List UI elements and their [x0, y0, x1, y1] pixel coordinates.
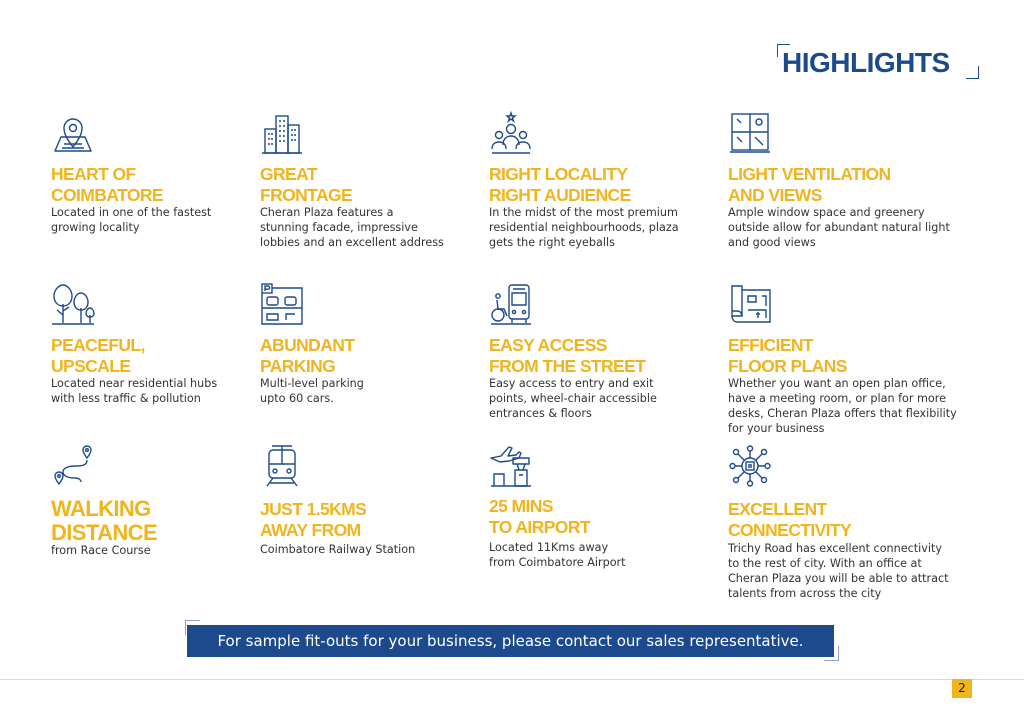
cta-bracket-bottom-right — [824, 646, 839, 661]
highlight-heading: LIGHT VENTILATION AND VIEWS — [728, 164, 891, 205]
window-icon — [728, 111, 772, 155]
highlight-description: Multi-level parking upto 60 cars. — [260, 377, 364, 405]
audience-icon — [489, 111, 533, 155]
highlight-heading: HEART OF COIMBATORE — [51, 164, 163, 205]
highlight-heading: WALKING DISTANCE — [51, 496, 158, 545]
highlight-description: Ample window space and greenery outside allow for abundant natural light and good views — [728, 206, 950, 249]
highlight-heading: GREAT FRONTAGE — [260, 164, 353, 205]
buildings-icon — [260, 111, 304, 155]
page-title: HIGHLIGHTS — [782, 47, 950, 78]
airport-icon — [489, 444, 533, 488]
highlight-heading: EFFICIENT FLOOR PLANS — [728, 335, 847, 376]
title-bracket-bottom-right — [966, 66, 979, 79]
trees-icon — [51, 282, 95, 326]
connectivity-icon — [728, 444, 772, 488]
highlight-heading: 25 MINS TO AIRPORT — [489, 496, 590, 537]
highlight-description: Cheran Plaza features a stunning facade, impressive lobbies and an excellent address — [260, 206, 444, 249]
highlight-description: Located near residential hubs with less traffic & pollution — [51, 377, 218, 405]
highlight-description: Coimbatore Railway Station — [260, 543, 416, 556]
map-pin-icon — [51, 111, 95, 155]
page-number-badge: 2 — [952, 679, 972, 698]
highlight-heading: EXCELLENT CONNECTIVITY — [728, 499, 852, 540]
highlight-description: from Race Course — [51, 544, 151, 557]
highlight-heading: EASY ACCESS FROM THE STREET — [489, 335, 646, 376]
highlight-description: Whether you want an open plan office, have a meeting room, or plan for more desks, Cheran Plaza offers that flexibility for your business — [728, 377, 957, 435]
parking-icon — [260, 282, 304, 326]
train-icon — [260, 444, 304, 488]
highlight-description: Located in one of the fastest growing locality — [51, 206, 212, 234]
highlight-heading: JUST 1.5KMS AWAY FROM — [260, 499, 367, 540]
route-icon — [51, 444, 95, 488]
highlight-description: Located 11Kms away from Coimbatore Airport — [489, 541, 626, 569]
highlight-heading: RIGHT LOCALITY RIGHT AUDIENCE — [489, 164, 631, 205]
floor-plan-icon — [728, 282, 772, 326]
footer-divider — [0, 679, 1024, 680]
highlight-heading: PEACEFUL, UPSCALE — [51, 335, 145, 376]
highlight-description: Trichy Road has excellent connectivity to the rest of city. With an office at Cheran Plaza you will be able to attract talents from across the city — [728, 542, 949, 600]
contact-banner: For sample fit-outs for your business, please contact our sales representative. — [187, 625, 834, 657]
highlight-description: Easy access to entry and exit points, wheel-chair accessible entrances & floors — [489, 377, 657, 420]
highlight-description: In the midst of the most premium residential neighbourhoods, plaza gets the right eyeballs — [489, 206, 679, 249]
highlight-heading: ABUNDANT PARKING — [260, 335, 355, 376]
bus-wheelchair-icon — [489, 282, 533, 326]
